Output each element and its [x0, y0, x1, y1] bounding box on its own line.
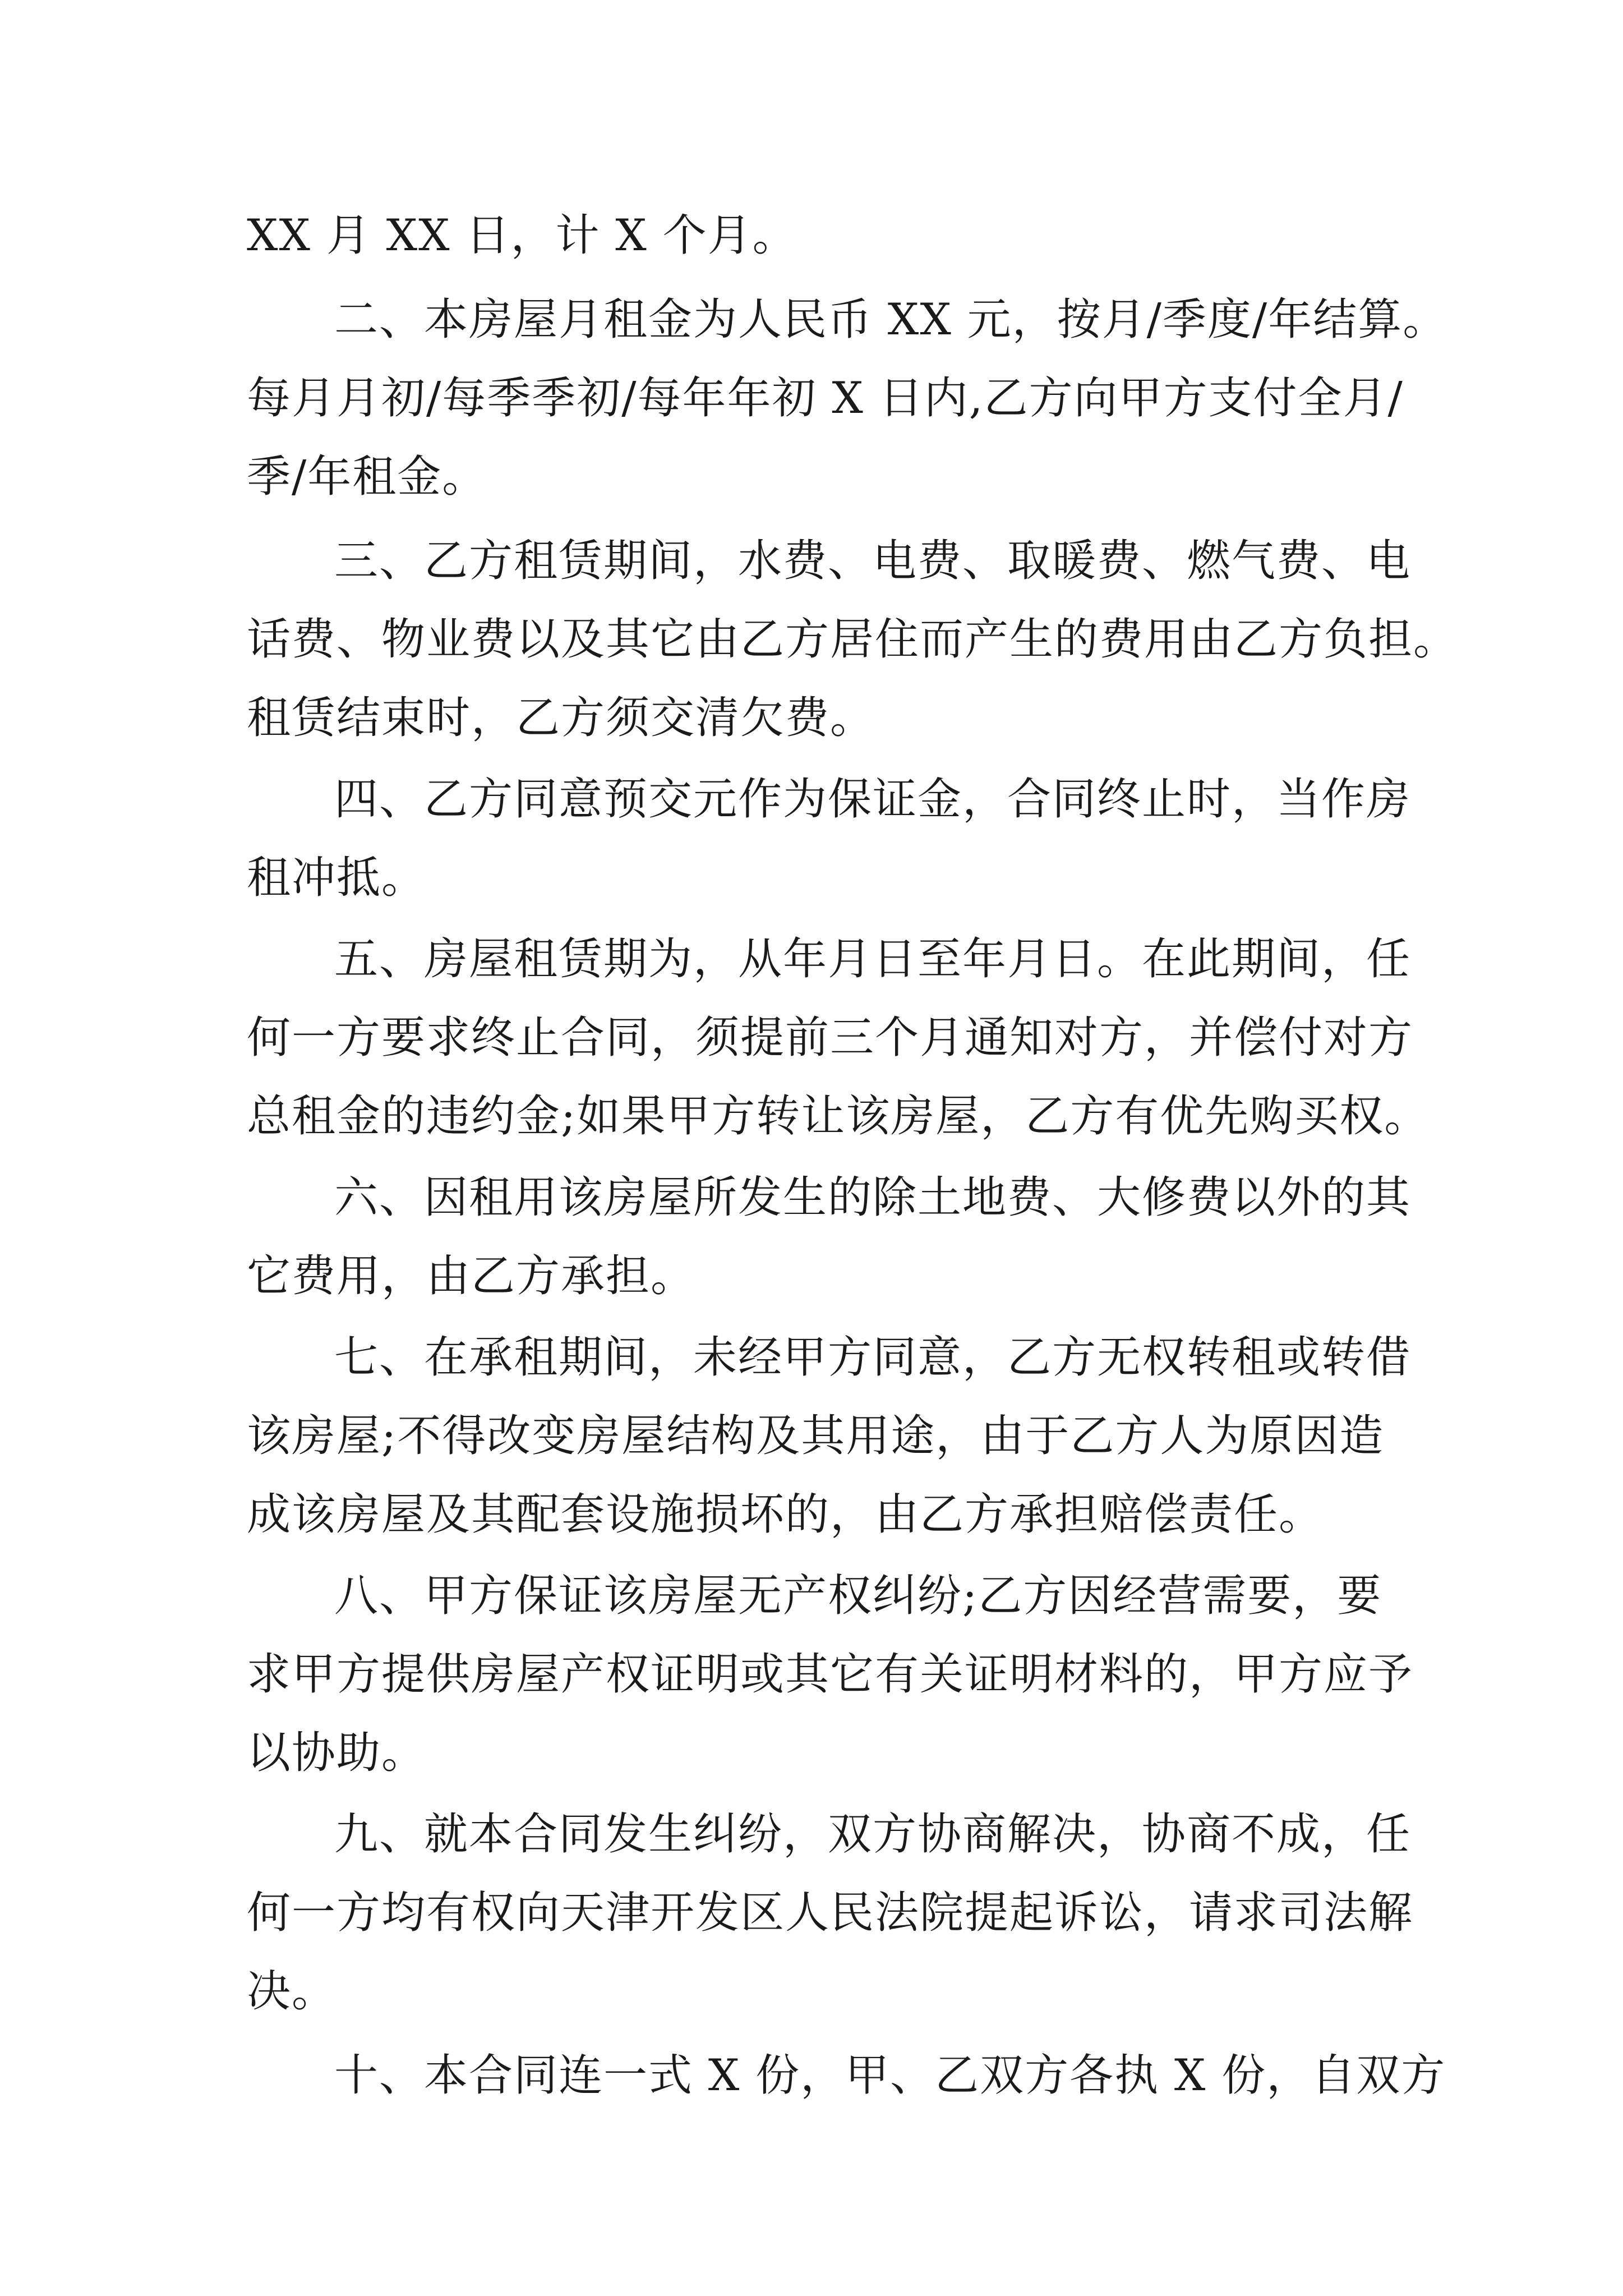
clause-6-line: 六、因租用该房屋所发生的除土地费、大修费以外的其 [334, 1172, 1412, 1223]
clause-4-line: 租冲抵。 [247, 853, 427, 903]
clause-4-line: 四、乙方同意预交元作为保证金，合同终止时，当作房 [334, 774, 1412, 825]
clause-3-line: 话费、物业费以及其它由乙方居住而产生的费用由乙方负担。 [247, 614, 1459, 665]
clause-3-line: 三、乙方租赁期间，水费、电费、取暖费、燃气费、电 [334, 536, 1412, 586]
clause-2-line: 每月月初/每季季初/每年年初 X 日内,乙方向甲方支付全月/ [247, 373, 1404, 424]
clause-6-line: 它费用，由乙方承担。 [247, 1251, 696, 1301]
clause-2-line: 季/年租金。 [247, 452, 487, 502]
clause-5-line: 总租金的违约金;如果甲方转让该房屋，乙方有优先购买权。 [247, 1091, 1430, 1142]
clause-7-line: 该房屋;不得改变房屋结构及其用途，由于乙方人为原因造 [247, 1411, 1385, 1461]
clause-9-line: 决。 [247, 1966, 337, 2017]
clause-2-line: 二、本房屋月租金为人民币 XX 元，按月/季度/年结算。 [334, 295, 1448, 345]
clause-5-line: 何一方要求终止合同，须提前三个月通知对方，并偿付对方 [247, 1013, 1414, 1063]
clause-8-line: 求甲方提供房屋产权证明或其它有关证明材料的，甲方应予 [247, 1649, 1414, 1700]
text-line: XX 月 XX 日，计 X 个月。 [247, 210, 797, 261]
clause-5-line: 五、房屋租赁期为，从年月日至年月日。在此期间，任 [334, 934, 1412, 984]
clause-9-line: 九、就本合同发生纠纷，双方协商解决，协商不成，任 [334, 1809, 1412, 1860]
clause-8-line: 以协助。 [247, 1728, 427, 1778]
clause-7-line: 七、在承租期间，未经甲方同意，乙方无权转租或转借 [334, 1332, 1412, 1383]
clause-9-line: 何一方均有权向天津开发区人民法院提起诉讼，请求司法解 [247, 1888, 1414, 1938]
clause-3-line: 租赁结束时，乙方须交清欠费。 [247, 693, 875, 743]
clause-8-line: 八、甲方保证该房屋无产权纠纷;乙方因经营需要，要 [334, 1571, 1382, 1621]
clause-10-line: 十、本合同连一式 X 份，甲、乙双方各执 X 份，自双方 [334, 2050, 1446, 2101]
clause-7-line: 成该房屋及其配套设施损坏的，由乙方承担赔偿责任。 [247, 1489, 1324, 1540]
